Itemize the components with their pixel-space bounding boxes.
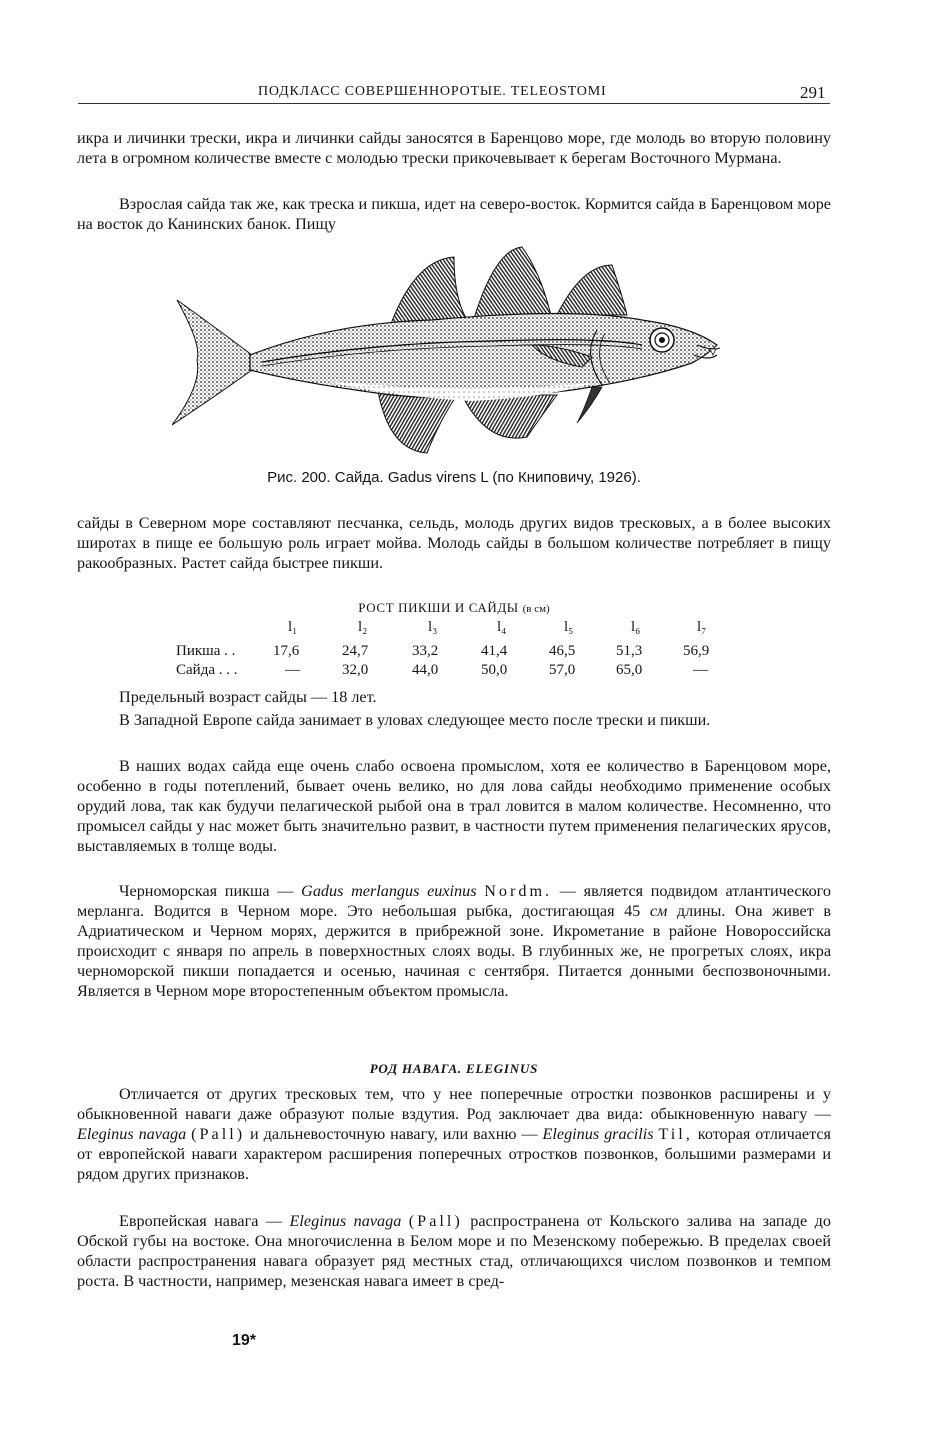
- paragraph-7: [77, 882, 831, 1001]
- author-name: (Pall): [408, 1212, 463, 1230]
- paragraph-8-text-a: Отличается от других тресковых тем, что у нее поперечные отростки позвонков расширены и у обыкновенной наваги даже образуют полые вздутия. Род заключает два вида: обыкновенную навагу —: [77, 1085, 831, 1123]
- growth-table-cell: 17,6: [273, 643, 300, 659]
- growth-table-col-header: l₆: [631, 619, 641, 635]
- paragraph-7-text-b: — является подвидом атлантического мерланга. Водится в Черном море. Это небольшая рыбка, достигающая 45: [77, 882, 832, 920]
- growth-table-cell: 24,7: [342, 643, 369, 659]
- paragraph-8-text-c: которая отличается от европейской наваги характером расширения поперечных отростков позвонков, большими размерами и рядом других признаков.: [77, 1124, 832, 1183]
- growth-table-header-row: [0, 619, 943, 639]
- latin-name: Gadus merlangus euxinus: [301, 882, 477, 900]
- figure-caption: Рис. 200. Сайда. Gadus virens L (по Книповичу, 1926).: [267, 469, 641, 486]
- growth-table-title-text: РОСТ ПИКШИ И САЙДЫ: [358, 600, 519, 615]
- paragraph-1: икра и личинки трески, икра и личинки сайды заносятся в Баренцово море, где молодь во вторую половину лета в огромном количестве вместе с молодью трески прикочевывает к берегам Восточного Мурмана.: [77, 129, 831, 167]
- latin-name: Eleginus navaga: [77, 1124, 187, 1143]
- genus-heading: РОД НАВАГА. ELEGINUS: [369, 1061, 539, 1076]
- latin-name: Eleginus navaga: [289, 1212, 402, 1230]
- saithe-fish-illustration: [172, 245, 728, 460]
- growth-table-cell: —: [285, 662, 300, 678]
- growth-table-cell: 44,0: [412, 662, 439, 678]
- paragraph-7-text-a: Черноморская пикша —: [119, 882, 302, 900]
- growth-table-col-header: l₄: [497, 619, 507, 635]
- author-name: Til,: [658, 1124, 693, 1143]
- growth-table-unit: (в см): [522, 603, 550, 615]
- growth-table-row: [0, 662, 943, 682]
- growth-table-cell: 46,5: [549, 643, 576, 659]
- growth-table-col-header: l₇: [697, 619, 707, 635]
- unit-text: см: [649, 901, 668, 920]
- paragraph-9-text-b: распространена от Кольского залива на западе до Обской губы на востоке. Она многочисленна в Белом море и по Мезенскому побережью. В пределах своей области распространения навага образует ряд местных стад, отличающихся числом позвонков и темпом роста. В частности, например, мезенская навага имеет в сред-: [77, 1212, 831, 1290]
- paragraph-2: Взрослая сайда так же, как треска и пикша, идет на северо-восток. Кормится сайда в Баренцовом море на восток до Канинских банок. Пищу: [77, 195, 831, 233]
- growth-table-cell: 32,0: [342, 662, 369, 678]
- growth-table-row-label: Сайда . . .: [176, 662, 238, 678]
- running-head: ПОДКЛАСС СОВЕРШЕННОРОТЫЕ. TELEOSTOMI: [258, 84, 607, 99]
- paragraph-9-text-a: Европейская навага —: [119, 1212, 290, 1230]
- growth-table-cell: 57,0: [549, 662, 576, 678]
- growth-table-row-label: Пикша . .: [176, 643, 236, 659]
- paragraph-8-text-b: и дальневосточную навагу, или вахню —: [245, 1124, 543, 1143]
- growth-table-col-header: l₂: [358, 619, 368, 635]
- paragraph-6: В наших водах сайда еще очень слабо освоена промыслом, хотя ее количество в Баренцовом море, особенно в годы потеплений, бывает очень велико, но для лова сайды необходимо применение особых орудий лова, так как будучи пелагической рыбой она в трал ловится в малом количестве. Несомненно, что промысел сайды у нас может быть значительно развит, в частности путем применения пелагических ярусов, выставляемых в толще воды.: [77, 757, 831, 855]
- growth-table-col-header: l₅: [564, 619, 574, 635]
- growth-table-col-header: l₁: [288, 619, 298, 635]
- paragraph-8: [77, 1085, 831, 1185]
- author-name: Nordm.: [484, 882, 553, 900]
- page-number: 291: [800, 83, 826, 102]
- growth-table-cell: 51,3: [616, 643, 643, 659]
- author-name: (Pall): [191, 1124, 246, 1143]
- paragraph-3: сайды в Северном море составляют песчанка, сельдь, молодь других видов тресковых, а в более высоких широтах в пище ее большую роль играет мойва. Молодь сайды в большом количестве потребляет в пищу ракообразных. Растет сайда быстрее пикши.: [77, 514, 831, 572]
- growth-table-row: [0, 643, 943, 663]
- growth-table-cell: 50,0: [481, 662, 508, 678]
- growth-table-cell: 65,0: [616, 662, 643, 678]
- growth-table-col-header: l₃: [428, 619, 438, 635]
- paragraph-9: [77, 1212, 831, 1292]
- header-rule: [78, 103, 830, 104]
- paragraph-5: В Западной Европе сайда занимает в уловах следующее место после трески и пикши.: [119, 711, 711, 729]
- growth-table-cell: —: [693, 662, 708, 678]
- printer-signature: 19*: [232, 1332, 257, 1349]
- paragraph-7-text-c: длины. Она живет в Адриатическом и Черном морях, держится в прибрежной зоне. Икрометание в районе Новороссийска происходит с января по апрель в поверхностных слоях воды. В глубинных же, не прогретых слоях, икра черноморской пикши попадается и осенью, начиная с сентября. Питается донными беспозвоночными. Является в Черном море второстепенным объектом промысла.: [77, 901, 831, 1000]
- growth-table-cell: 33,2: [412, 643, 439, 659]
- paragraph-4: Предельный возраст сайды — 18 лет.: [119, 688, 377, 706]
- latin-name: Eleginus gracilis: [542, 1124, 654, 1143]
- growth-table-cell: 41,4: [481, 643, 508, 659]
- growth-table-cell: 56,9: [683, 643, 710, 659]
- growth-table-title: [77, 600, 831, 616]
